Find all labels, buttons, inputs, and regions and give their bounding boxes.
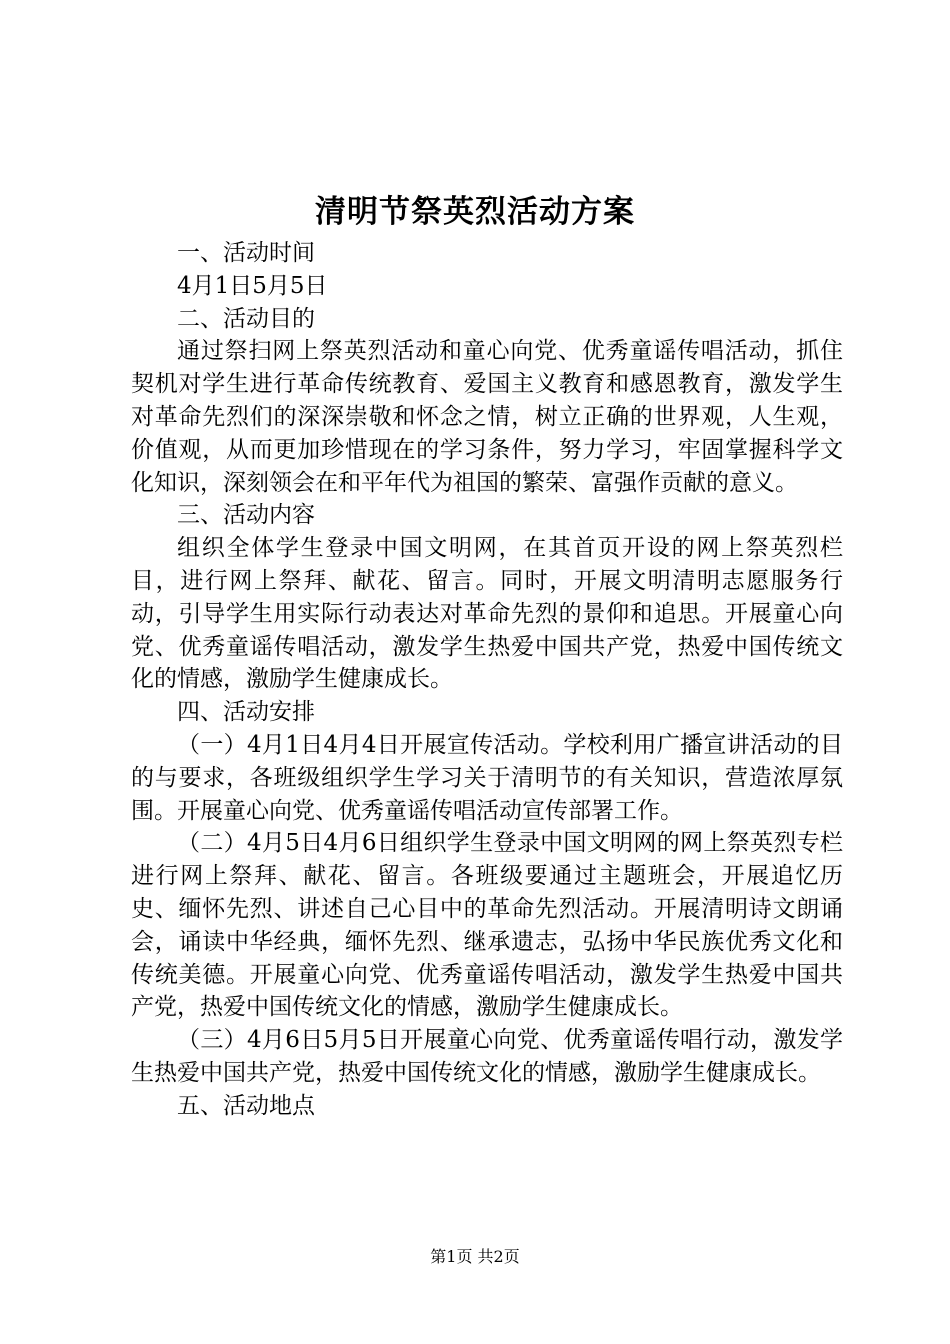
- paragraph-schedule-2: （二）4月5日4月6日组织学生登录中国文明网的网上祭英烈专栏进行网上祭拜、献花、留言。各班级要通过主题班会，开展追忆历史、缅怀先烈、讲述自己心目中的革命先烈活动。开展清明诗文朗诵会，诵读中华经典，缅怀先烈、继承遗志，弘扬中华民族优秀文化和传统美德。开展童心向党、优秀童谣传唱活动，激发学生热爱中国共产党，热爱中国传统文化的情感，激励学生健康成长。: [131, 830, 843, 1021]
- section-heading-content: 三、活动内容: [177, 502, 315, 529]
- paragraph-schedule-3: （三）4月6日5月5日开展童心向党、优秀童谣传唱行动，激发学生热爱中国共产党，热爱中国传统文化的情感，激励学生健康成长。: [131, 1027, 843, 1086]
- section-heading-time: 一、活动时间: [177, 240, 315, 266]
- paragraph-schedule-1: （一）4月1日4月4日开展宣传活动。学校利用广播宣讲活动的目的与要求，各班级组织学生学习关于清明节的有关知识，营造浓厚氛围。开展童心向党、优秀童谣传唱活动宣传部署工作。: [131, 731, 843, 824]
- paragraph-time: 4月1日5月5日: [177, 272, 328, 299]
- document-body: [131, 237, 843, 1123]
- section-heading-purpose: 二、活动目的: [177, 305, 315, 332]
- paragraph-purpose: 通过祭扫网上祭英烈活动和童心向党、优秀童谣传唱活动，抓住契机对学生进行革命传统教育、爱国主义教育和感恩教育，激发学生对革命先烈们的深深崇敬和怀念之情，树立正确的世界观，人生观，价值观，从而更加珍惜现在的学习条件，努力学习，牢固掌握科学文化知识，深刻领会在和平年代为祖国的繁荣、富强作贡献的意义。: [131, 338, 843, 496]
- section-heading-location: 五、活动地点: [177, 1092, 315, 1119]
- paragraph-content: 组织全体学生登录中国文明网，在其首页开设的网上祭英烈栏目，进行网上祭拜、献花、留言。同时，开展文明清明志愿服务行动，引导学生用实际行动表达对革命先烈的景仰和追思。开展童心向党、优秀童谣传唱活动，激发学生热爱中国共产党，热爱中国传统文化的情感，激励学生健康成长。: [131, 535, 843, 693]
- document-title: 清明节祭英烈活动方案: [315, 194, 635, 230]
- section-heading-schedule: 四、活动安排: [177, 699, 315, 726]
- page-footer: 第1页 共2页: [430, 1247, 520, 1266]
